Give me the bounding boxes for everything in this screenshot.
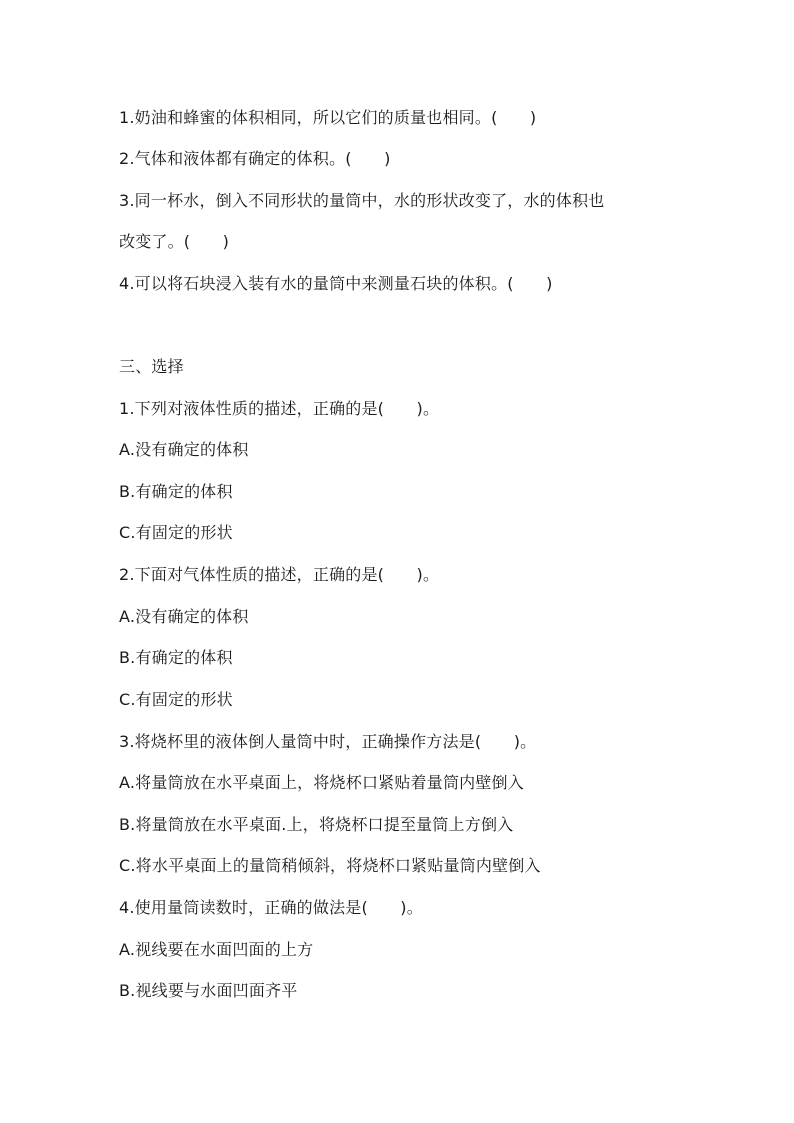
choice-question-1-option-c: C.有固定的形状: [119, 523, 233, 542]
choice-question-4-option-b: B.视线要与水面凹面齐平: [119, 981, 298, 1000]
choice-question-3-stem: 3.将烧杯里的液体倒人量筒中时，正确操作方法是( )。: [119, 732, 537, 751]
choice-question-2-option-a: A.没有确定的体积: [119, 607, 249, 626]
section-heading-choice: 三、选择: [119, 357, 184, 376]
choice-question-2-option-c: C.有固定的形状: [119, 690, 233, 709]
choice-question-3-option-a: A.将量筒放在水平桌面上，将烧杯口紧贴着量筒内壁倒入: [119, 773, 524, 792]
true-false-question-1: 1.奶油和蜂蜜的体积相同，所以它们的质量也相同。( ): [119, 108, 537, 127]
true-false-question-3-line-1: 3.同一杯水，倒入不同形状的量筒中，水的形状改变了，水的体积也: [119, 191, 605, 210]
choice-question-1-option-a: A.没有确定的体积: [119, 440, 249, 459]
choice-question-3-option-c: C.将水平桌面上的量筒稍倾斜，将烧杯口紧贴量筒内壁倒入: [119, 856, 541, 875]
true-false-question-4: 4.可以将石块浸入装有水的量筒中来测量石块的体积。( ): [119, 274, 553, 293]
true-false-question-2: 2.气体和液体都有确定的体积。( ): [119, 149, 391, 168]
choice-question-4-option-a: A.视线要在水面凹面的上方: [119, 940, 314, 959]
choice-question-4-stem: 4.使用量筒读数时，正确的做法是( )。: [119, 898, 423, 917]
choice-question-1-option-b: B.有确定的体积: [119, 482, 233, 501]
choice-question-3-option-b: B.将量筒放在水平桌面.上，将烧杯口提至量筒上方倒入: [119, 815, 514, 834]
true-false-question-3-line-2: 改变了。( ): [119, 232, 230, 251]
choice-question-2-stem: 2.下面对气体性质的描述，正确的是( )。: [119, 565, 440, 584]
choice-question-1-stem: 1.下列对液体性质的描述，正确的是( )。: [119, 399, 440, 418]
choice-question-2-option-b: B.有确定的体积: [119, 648, 233, 667]
